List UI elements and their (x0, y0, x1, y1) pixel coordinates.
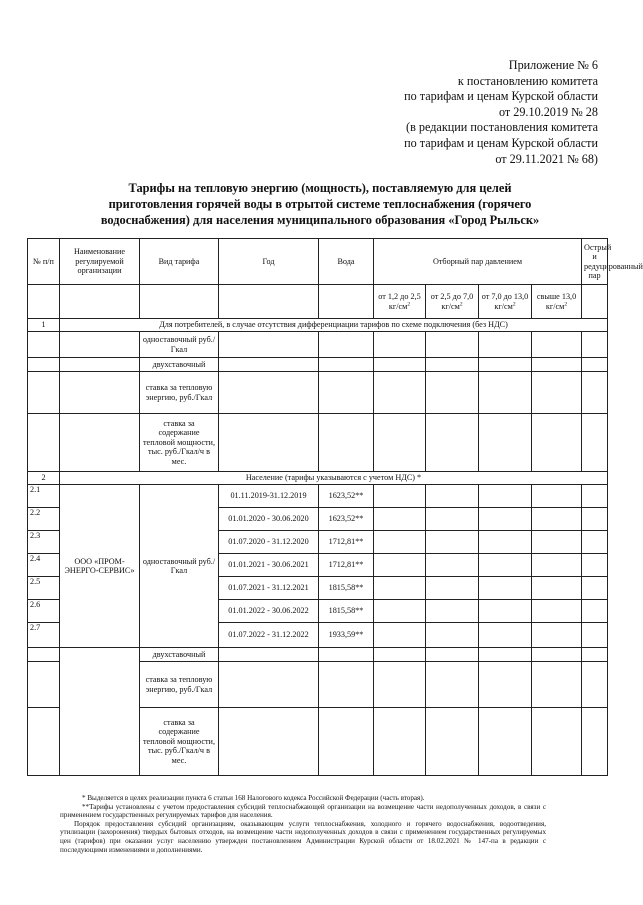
water-value: 1712,81** (319, 531, 374, 554)
row-num: 2.2 (28, 508, 60, 531)
appendix-line: по тарифам и ценам Курской области (404, 135, 598, 150)
period: 01.01.2020 - 30.06.2020 (219, 508, 319, 531)
appendix-line: к постановлению комитета (457, 73, 598, 88)
header-org: Наименование регулируемой организации (60, 239, 140, 285)
period: 01.07.2021 - 31.12.2021 (219, 577, 319, 600)
tariff-type: ставка за тепловую энергию, руб./Гкал (140, 662, 219, 708)
appendix-block (300, 58, 598, 167)
header-year: Год (219, 239, 319, 285)
footnotes (60, 794, 546, 854)
section-1-header (28, 319, 608, 332)
row-num: 2.5 (28, 577, 60, 600)
table-row (28, 485, 608, 508)
tariff-type: двухставочный (140, 648, 219, 662)
organization-name: ООО «ПРОМ-ЭНЕРГО-СЕРВИС» (60, 485, 140, 648)
section-title: Для потребителей, в случае отсутствия дифференциации тарифов по схеме подключения (без НДС) (60, 319, 608, 332)
tariff-type: ставка за содержание тепловой мощности, тыс. руб./Гкал/ч в мес. (140, 708, 219, 776)
appendix-line: от 29.10.2019 № 28 (498, 104, 598, 119)
period: 01.11.2019-31.12.2019 (219, 485, 319, 508)
section-title: Население (тарифы указываются с учетом НДС) * (60, 472, 608, 485)
water-value: 1815,58** (319, 577, 374, 600)
footnote-procedure: Порядок предоставления субсидий организациям, оказывающим услуги теплоснабжения, холодного и горячего водоснабжения, водоотведения, утилизации (захоронения) твердых бытовых отходов, на возмещение части недополученных доходов в связи с применением государственных регулируемых цен (тарифов) при оказании услуг населению утвержден постановлением Администрации Курской области от 18.02.2021 № 147-па в редакции с последующими изменениями и дополнениями. (60, 819, 546, 854)
header-pressure-1: от 1,2 до 2,5 $кг/см^2$ (374, 285, 426, 319)
appendix-line: Приложение № 6 (508, 58, 598, 72)
water-value: 1623,52** (319, 508, 374, 531)
table-row (28, 414, 608, 472)
water-value: 1933,59** (319, 623, 374, 648)
period: 01.01.2022 - 30.06.2022 (219, 600, 319, 623)
appendix-line: от 29.11.2021 № 68) (495, 151, 598, 166)
header-num: № п/п (28, 239, 60, 285)
document-title (40, 180, 600, 228)
header-pressure-row (28, 285, 608, 319)
footnote-vat: * Выделяется в целях реализации пункта 6 статьи 168 Налогового кодекса Российской Федерации (часть вторая). (82, 794, 425, 802)
water-value: 1815,58** (319, 600, 374, 623)
row-num: 2.7 (28, 623, 60, 648)
tariff-type: двухставочный (140, 358, 219, 372)
tariff-type: одноставочный руб./Гкал (140, 485, 219, 648)
tariff-table (27, 238, 643, 776)
water-value: 1623,52** (319, 485, 374, 508)
title-line: водоснабжения) для населения муниципального образования «Город Рыльск» (100, 213, 540, 227)
appendix-line: (в редакции постановления комитета (406, 120, 598, 135)
title-line: приготовления горячей воды в отрытой системе теплоснабжения (горячего (108, 197, 532, 211)
water-value: 1712,81** (319, 554, 374, 577)
tariff-type: одноставочный руб./Гкал (140, 332, 219, 358)
section-num: 1 (28, 319, 60, 332)
period: 01.07.2022 - 31.12.2022 (219, 623, 319, 648)
appendix-line: по тарифам и ценам Курской области (404, 89, 598, 104)
row-num: 2.3 (28, 531, 60, 554)
header-water: Вода (319, 239, 374, 285)
table-row (28, 358, 608, 372)
period: 01.01.2021 - 30.06.2021 (219, 554, 319, 577)
header-pressure-4: свыше 13,0 $кг/см^2$ (532, 285, 582, 319)
header-type: Вид тарифа (140, 239, 219, 285)
section-num: 2 (28, 472, 60, 485)
header-sharp-steam: Острый и редуцированный пар (582, 239, 608, 285)
table-row (28, 332, 608, 358)
row-num: 2.4 (28, 554, 60, 577)
header-steam: Отборный пар давлением (374, 239, 582, 285)
section-2-header (28, 472, 608, 485)
table-row (28, 648, 608, 662)
row-num: 2.6 (28, 600, 60, 623)
title-line: Тарифы на тепловую энергию (мощность), поставляемую для целей (128, 181, 512, 195)
row-num: 2.1 (28, 485, 60, 508)
header-row (28, 239, 608, 285)
table-row (28, 372, 608, 414)
tariff-type: ставка за содержание тепловой мощности, тыс. руб./Гкал/ч в мес. (140, 414, 219, 472)
header-pressure-3: от 7,0 до 13,0 $кг/см^2$ (479, 285, 532, 319)
header-pressure-2: от 2,5 до 7,0 $кг/см^2$ (426, 285, 479, 319)
tariff-type: ставка за тепловую энергию, руб./Гкал (140, 372, 219, 414)
period: 01.07.2020 - 31.12.2020 (219, 531, 319, 554)
footnote-subsidy: **Тарифы установлены с учетом предоставления субсидий теплоснабжающей организации на возмещение части недополученных доходов, в связи с применением государственных регулируемых тарифов для населения. (60, 802, 546, 820)
